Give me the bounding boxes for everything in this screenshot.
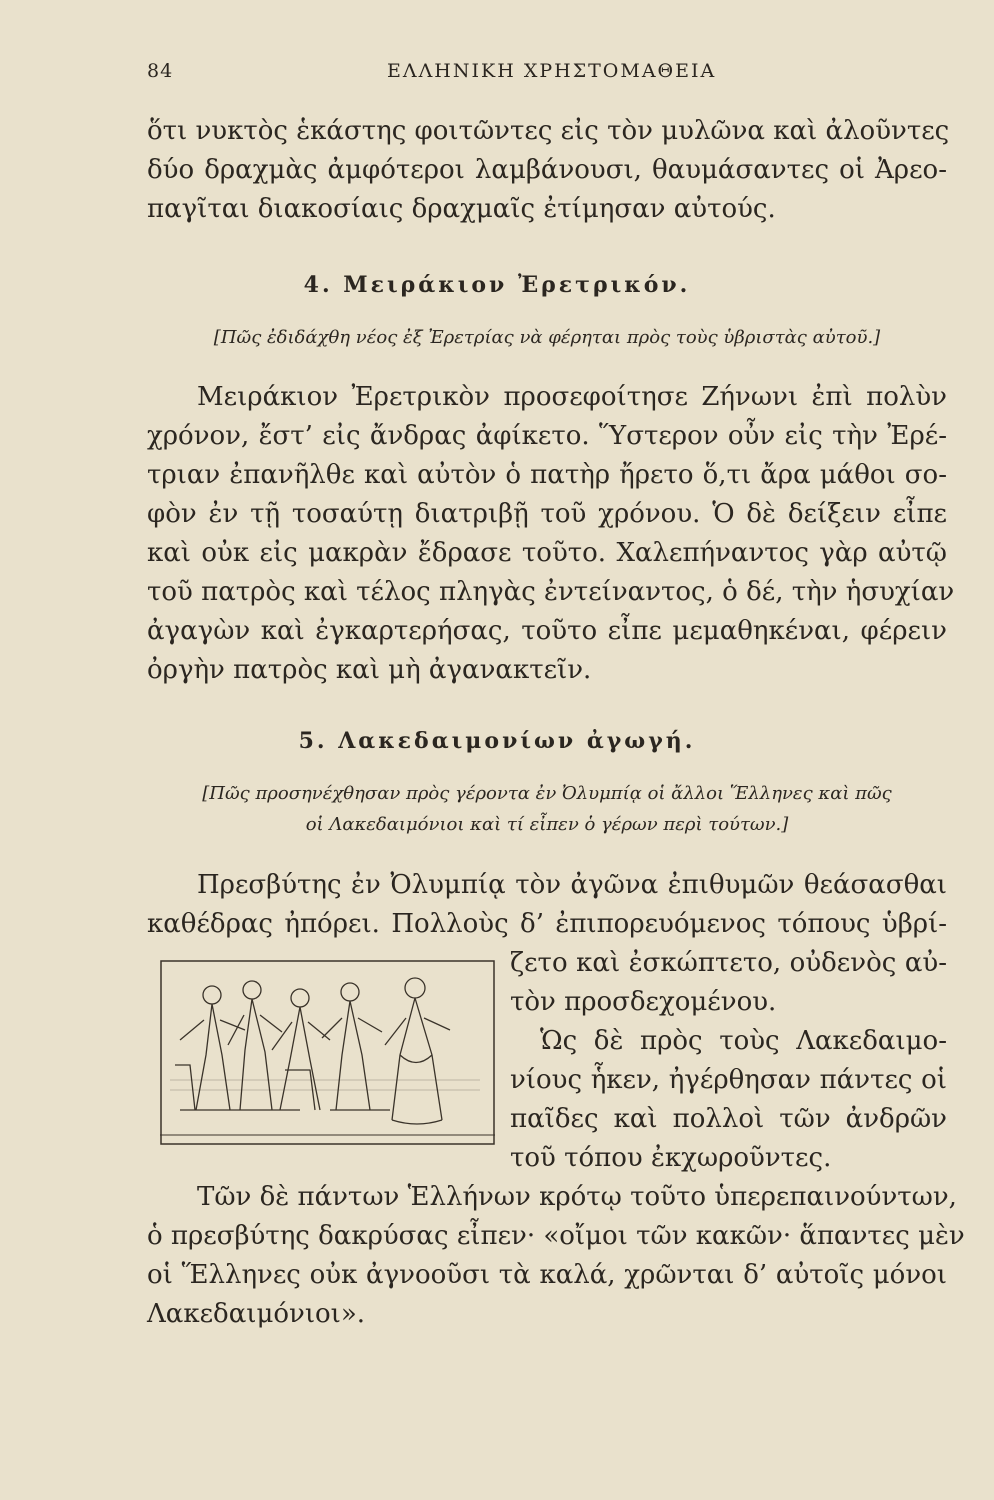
text-line: ὁ πρεσβύτης δακρύσας εἶπεν· «οἴμοι τῶν κακῶν· ἅπαντες μὲν — [147, 1221, 965, 1251]
section-5-subtitle — [147, 778, 947, 840]
text-line: τὸν προσδεχομένου. — [510, 987, 777, 1017]
book-title: ΕΛΛΗΝΙΚΗ ΧΡΗΣΤΟΜΑΘΕΙΑ — [387, 60, 717, 82]
text-line: νίους ἧκεν, ἠγέρθησαν πάντες οἱ — [510, 1065, 947, 1095]
section-5-body-top — [147, 866, 947, 944]
section-4-heading: 4. Μειράκιον Ἐρετρικόν. — [303, 272, 691, 298]
text-line: χρόνον, ἔστ’ εἰς ἄνδρας ἀφίκετο. Ὕστερον οὖν εἰς τὴν Ἐρέ- — [147, 421, 947, 451]
text-line: Τῶν δὲ πάντων Ἑλλήνων κρότῳ τοῦτο ὑπερεπαινούντων, — [197, 1182, 957, 1212]
text-line: ἀγαγὼν καὶ ἐγκαρτερήσας, τοῦτο εἶπε μεμαθηκέναι, φέρειν — [147, 616, 947, 646]
section-5-heading: 5. Λακεδαιμονίων ἀγωγή. — [298, 728, 696, 754]
text-line: Λακεδαιμόνιοι». — [147, 1299, 366, 1329]
illustration-figures — [160, 960, 495, 1145]
section-5-body-wrapped — [510, 944, 947, 1178]
text-line: παῖδες καὶ πολλοὶ τῶν ἀνδρῶν — [510, 1104, 947, 1134]
text-line: φὸν ἐν τῇ τοσαύτῃ διατριβῇ τοῦ χρόνου. Ὁ δὲ δείξειν εἶπε — [147, 499, 947, 529]
text-line: ὀργὴν πατρὸς καὶ μὴ ἀγανακτεῖν. — [147, 655, 592, 685]
intro-paragraph — [147, 112, 950, 229]
text-line: ὅτι νυκτὸς ἑκάστης φοιτῶντες εἰς τὸν μυλῶνα καὶ ἀλοῦντες — [147, 116, 950, 146]
text-line: καθέδρας ἠπόρει. Πολλοὺς δ’ ἐπιπορευόμενος τόπους ὑβρί- — [147, 909, 947, 939]
text-line: Πρεσβύτης ἐν Ὀλυμπίᾳ τὸν ἀγῶνα ἐπιθυμῶν θεάσασθαι — [197, 870, 947, 900]
text-line: δύο δραχμὰς ἀμφότεροι λαμβάνουσι, θαυμάσαντες οἱ Ἀρεο- — [147, 155, 947, 185]
page-number: 84 — [147, 60, 174, 82]
section-4-subtitle: [Πῶς ἐδιδάχθη νέος ἐξ Ἐρετρίας νὰ φέρηται πρὸς τοὺς ὑβριστὰς αὐτοῦ.] — [213, 327, 881, 348]
text-line: οἱ Ἕλληνες οὐκ ἀγνοοῦσι τὰ καλά, χρῶνται δ’ αὐτοῖς μόνοι — [147, 1260, 947, 1290]
text-line: παγῖται διακοσίαις δραχμαῖς ἐτίμησαν αὐτούς. — [147, 194, 776, 224]
text-line: Ὡς δὲ πρὸς τοὺς Λακεδαιμο- — [540, 1026, 947, 1056]
subtitle-line: οἱ Λακεδαιμόνιοι καὶ τί εἶπεν ὁ γέρων περὶ τούτων.] — [305, 814, 789, 835]
subtitle-line: [Πῶς προσηνέχθησαν πρὸς γέροντα ἐν Ὀλυμπίᾳ οἱ ἄλλοι Ἕλληνες καὶ πῶς — [202, 783, 892, 804]
text-line: τοῦ πατρὸς καὶ τέλος πληγὰς ἐντείναντος, ὁ δέ, τὴν ἡσυχίαν — [147, 577, 955, 607]
section-5-body-end — [147, 1178, 965, 1334]
text-line: καὶ οὐκ εἰς μακρὰν ἔδρασε τοῦτο. Χαλεπήναντος γὰρ αὐτῷ — [147, 538, 947, 568]
text-line: τριαν ἐπανῆλθε καὶ αὐτὸν ὁ πατὴρ ἤρετο ὅ,τι ἄρα μάθοι σο- — [147, 460, 947, 490]
text-line: τοῦ τόπου ἐκχωροῦντες. — [510, 1143, 832, 1173]
text-line: Μειράκιον Ἐρετρικὸν προσεφοίτησε Ζήνωνι ἐπὶ πολὺν — [197, 382, 947, 412]
text-line: ζετο καὶ ἐσκώπτετο, οὐδενὸς αὐ- — [510, 948, 947, 978]
section-4-body — [147, 378, 955, 690]
